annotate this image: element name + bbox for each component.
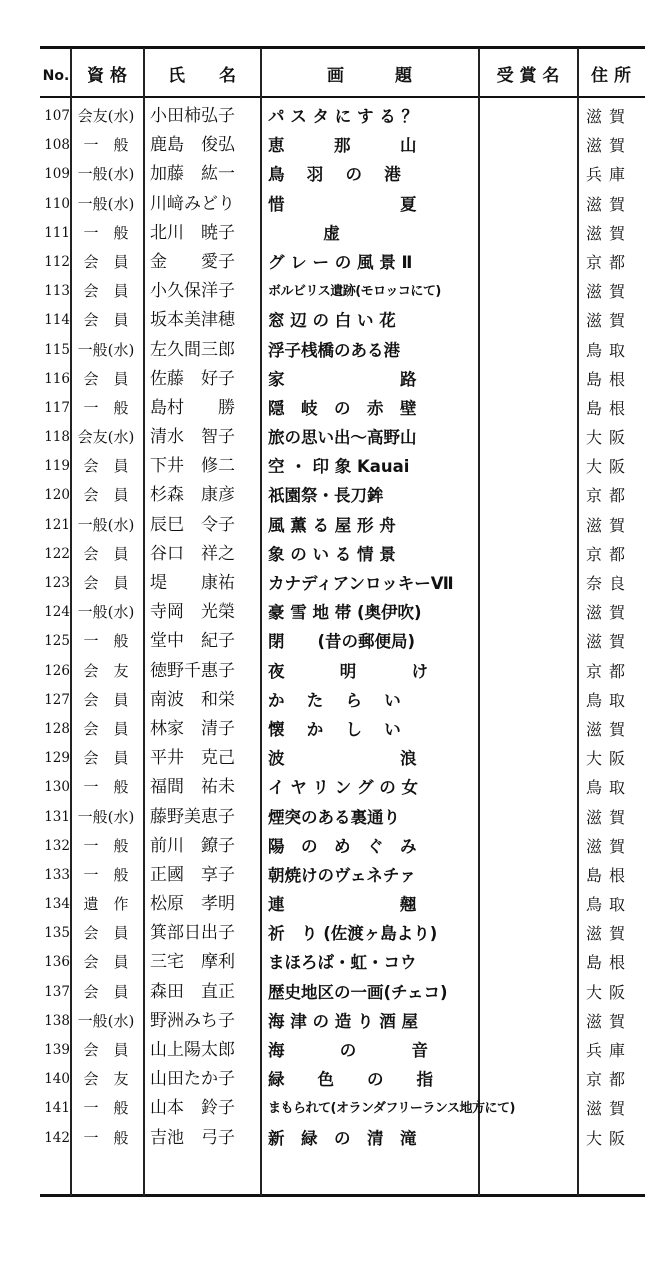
table-row (0, 598, 650, 627)
entry-number: 124 (44, 604, 70, 621)
entry-award (482, 686, 574, 715)
entry-number: 139 (44, 1042, 70, 1058)
entry-qualification: 会 友 (83, 1070, 129, 1089)
entry-artwork-title: 空 ・ 印 象 Kauai (268, 457, 410, 477)
entry-award (482, 1065, 574, 1094)
entry-prefecture: 鳥取 (585, 895, 632, 915)
table-row (0, 627, 650, 656)
entry-qualification: 一 般 (83, 1099, 129, 1118)
entry-qualification: 会 員 (83, 749, 129, 768)
entry-award (482, 394, 574, 423)
entry-award (482, 861, 574, 890)
entry-number: 115 (44, 341, 70, 358)
entry-award (482, 131, 574, 160)
table-row (0, 131, 650, 160)
entry-qualification: 会 員 (83, 544, 129, 563)
entry-award (482, 1094, 574, 1123)
table-row (0, 511, 650, 540)
entry-prefecture: 京都 (585, 486, 632, 506)
entry-number: 122 (44, 545, 70, 562)
entry-qualification: 一般(水) (77, 1011, 135, 1030)
table-row (0, 190, 650, 219)
entry-prefecture: 滋賀 (585, 836, 632, 856)
table-row (0, 219, 650, 248)
entry-artwork-title: 祇園祭・長刀鉾 (268, 486, 384, 506)
entry-artist-name: 佐藤 好子 (150, 368, 235, 389)
table-row (0, 102, 650, 131)
entry-qualification: 会 員 (83, 486, 129, 505)
entry-artist-name: 松原 孝明 (150, 894, 235, 915)
entry-artist-name: 金 愛子 (150, 251, 235, 272)
entry-prefecture: 鳥取 (585, 340, 632, 360)
entry-qualification: 会 員 (83, 311, 129, 330)
entry-artwork-title: 家 路 (268, 369, 417, 389)
entry-qualification: 一 般 (83, 778, 129, 797)
table-row (0, 803, 650, 832)
entry-qualification: 一 般 (83, 836, 129, 855)
table-row (0, 773, 650, 802)
entry-prefecture: 大阪 (585, 428, 632, 448)
entry-qualification: 一 般 (83, 398, 129, 417)
entry-award (482, 890, 574, 919)
entry-prefecture: 滋賀 (585, 924, 632, 944)
entry-artwork-title: 新 緑 の 清 滝 (268, 1128, 417, 1148)
entry-artist-name: 杉森 康彦 (150, 485, 235, 506)
entry-artist-name: 小久保洋子 (150, 281, 235, 302)
entry-prefecture: 京都 (585, 661, 632, 681)
table-row (0, 861, 650, 890)
entry-artist-name: 徳野千惠子 (150, 660, 235, 681)
entry-prefecture: 滋賀 (585, 194, 632, 214)
entry-artist-name: 寺岡 光榮 (150, 602, 235, 623)
entry-artwork-title: 海 の 音 (268, 1041, 428, 1060)
entry-number: 137 (44, 983, 70, 1000)
entry-qualification: 会 員 (83, 282, 129, 301)
entry-number: 140 (44, 1071, 70, 1088)
entry-artwork-title: 象 の い る 情 景 (268, 544, 396, 564)
entry-qualification: 会 員 (83, 574, 129, 592)
entry-artwork-title: 連 翹 (268, 895, 417, 915)
table-row (0, 540, 650, 569)
entry-award (482, 744, 574, 773)
entry-artwork-title: 閉 (昔の郵便局) (268, 632, 416, 652)
entry-number: 131 (44, 808, 70, 825)
entry-prefecture: 鳥取 (585, 690, 632, 710)
entry-prefecture: 大阪 (585, 982, 632, 1002)
entry-artwork-title: パ ス タ に す る ？ (268, 107, 418, 126)
entry-number: 111 (44, 224, 70, 241)
entry-award (482, 423, 574, 452)
entry-qualification: 会 員 (83, 719, 129, 738)
entry-qualification: 会 員 (83, 252, 129, 271)
entry-qualification: 一般(水) (77, 807, 135, 826)
entry-artwork-title: 風 薫 る 屋 形 舟 (268, 515, 396, 535)
entry-artwork-title: 旅の思い出～高野山 (268, 428, 417, 448)
entry-number: 120 (44, 487, 70, 504)
top-border (40, 46, 645, 49)
entry-prefecture: 滋賀 (585, 515, 632, 535)
entry-award (482, 569, 574, 598)
entry-artist-name: 島村 勝 (150, 397, 235, 418)
entry-number: 128 (44, 720, 70, 737)
entry-artwork-title: まもられて(オランダフリーランス地方にて) (268, 1101, 515, 1117)
entry-award (482, 715, 574, 744)
entry-qualification: 会 員 (83, 369, 129, 388)
table-row (0, 365, 650, 394)
entry-artwork-title: グ レ ー の 風 景 Ⅱ (268, 252, 413, 272)
entry-prefecture: 島根 (585, 398, 632, 418)
entry-number: 123 (44, 575, 70, 591)
table-row (0, 686, 650, 715)
entry-qualification: 一般(水) (77, 340, 135, 359)
entry-number: 130 (44, 779, 70, 796)
header-name: 氏 名 (168, 66, 236, 86)
table-row (0, 832, 650, 861)
table-row (0, 248, 650, 277)
entry-artist-name: 山本 鈴子 (150, 1098, 235, 1119)
entry-number: 112 (44, 253, 70, 270)
entry-qualification: 会 員 (83, 690, 129, 709)
entry-artwork-title: 懐 か し い (268, 719, 401, 739)
entry-prefecture: 鳥取 (585, 778, 632, 798)
entry-artist-name: 三宅 摩利 (150, 952, 235, 973)
entry-number: 136 (44, 954, 70, 971)
entry-artist-name: 坂本美津穂 (150, 310, 235, 331)
entry-award (482, 1124, 574, 1153)
entry-number: 132 (44, 837, 70, 854)
entry-prefecture: 兵庫 (585, 1041, 632, 1060)
entry-prefecture: 滋賀 (585, 719, 632, 739)
entry-qualification: 一般(水) (77, 194, 135, 213)
entry-artist-name: 谷口 祥之 (150, 543, 235, 564)
entry-artist-name: 南波 和栄 (150, 689, 235, 710)
entry-prefecture: 滋賀 (585, 807, 632, 827)
entry-award (482, 160, 574, 189)
entry-artist-name: 山上陽太郎 (150, 1040, 235, 1060)
entry-award (482, 657, 574, 686)
entry-qualification: 一 般 (83, 1128, 129, 1147)
entry-qualification: 一 般 (83, 136, 129, 155)
header-divider (40, 96, 645, 98)
table-row (0, 336, 650, 365)
entry-number: 121 (44, 516, 70, 533)
entry-artwork-title: 惜 夏 (268, 194, 417, 214)
entry-qualification: 会 員 (83, 982, 129, 1001)
entry-prefecture: 島根 (585, 953, 632, 973)
entry-artwork-title: 鳥 羽 の 港 (268, 165, 401, 185)
entry-qualification: 会 員 (83, 924, 129, 943)
entry-artist-name: 野洲みち子 (150, 1010, 235, 1031)
entry-artwork-title: 波 浪 (268, 749, 417, 769)
entry-artwork-title: 隠 岐 の 赤 壁 (268, 398, 417, 418)
entry-prefecture: 滋賀 (585, 603, 632, 623)
table-row (0, 744, 650, 773)
entry-award (482, 219, 574, 248)
entry-artist-name: 平井 克己 (150, 748, 235, 769)
entry-artwork-title: 豪 雪 地 帯 (奥伊吹) (268, 603, 422, 623)
entry-number: 141 (44, 1100, 70, 1117)
header-title: 画 題 (327, 66, 412, 86)
table-row (0, 1036, 650, 1065)
entry-number: 113 (44, 283, 70, 300)
bottom-border (40, 1194, 645, 1197)
entry-qualification: 会 員 (83, 457, 129, 476)
table-row (0, 277, 650, 306)
entry-number: 129 (44, 750, 70, 767)
header-no: No. (42, 68, 70, 84)
entry-prefecture: 滋賀 (585, 311, 632, 331)
entry-artist-name: 吉池 弓子 (150, 1127, 235, 1148)
table-row (0, 919, 650, 948)
entry-award (482, 948, 574, 977)
entry-award (482, 365, 574, 394)
entry-artist-name: 堂中 紀子 (150, 631, 235, 652)
entry-artwork-title: 虚 (268, 223, 340, 243)
entry-award (482, 919, 574, 948)
entry-artwork-title: イ ヤ リ ン グ の 女 (268, 778, 418, 798)
entry-award (482, 248, 574, 277)
entry-artist-name: 左久間三郎 (150, 339, 235, 360)
table-row (0, 160, 650, 189)
table-row (0, 452, 650, 481)
entry-qualification: 遺 作 (83, 895, 129, 914)
entry-artwork-title: ボルビリス遺跡(モロッコにて) (268, 284, 441, 300)
entry-artwork-title: まほろば・虹・コウ (268, 953, 417, 973)
entry-prefecture: 島根 (585, 865, 632, 885)
entry-qualification: 一般(水) (77, 603, 135, 622)
entry-number: 142 (44, 1129, 70, 1146)
entry-number: 108 (44, 137, 70, 154)
entry-award (482, 978, 574, 1007)
entry-number: 126 (44, 662, 70, 679)
header-award: 受 賞 名 (496, 66, 560, 86)
entry-artist-name: 森田 直正 (150, 981, 235, 1002)
entry-artwork-title: 窓 辺 の 白 い 花 (268, 311, 396, 331)
entry-number: 109 (44, 166, 70, 183)
table-row (0, 1094, 650, 1123)
entry-award (482, 336, 574, 365)
table-row (0, 481, 650, 510)
table-row (0, 1007, 650, 1036)
entry-prefecture: 京都 (585, 252, 632, 272)
entry-number: 125 (44, 633, 70, 650)
entry-qualification: 会友(水) (77, 428, 135, 447)
entry-artwork-title: 緑 色 の 指 (268, 1070, 433, 1090)
entry-artist-name: 北川 暁子 (150, 222, 235, 243)
entry-qualification: 会 友 (83, 661, 129, 680)
entry-artwork-title: 歴史地区の一画(チェコ) (268, 982, 448, 1002)
entry-artist-name: 鹿島 俊弘 (150, 135, 235, 156)
table-row (0, 657, 650, 686)
entry-prefecture: 滋賀 (585, 107, 632, 126)
entry-number: 138 (44, 1012, 70, 1029)
entry-number: 134 (44, 896, 70, 913)
entry-artwork-title: 朝焼けのヴェネチァ (268, 865, 416, 885)
entry-award (482, 1036, 574, 1065)
entry-award (482, 540, 574, 569)
table-row (0, 1124, 650, 1153)
entry-number: 133 (44, 866, 70, 883)
table-row (0, 715, 650, 744)
entry-award (482, 803, 574, 832)
entry-artwork-title: 祈 り (佐渡ヶ島より) (268, 924, 438, 944)
entry-list (0, 102, 650, 1153)
entry-prefecture: 京都 (585, 1070, 632, 1090)
entry-prefecture: 奈良 (585, 574, 632, 593)
entry-prefecture: 兵庫 (585, 165, 632, 185)
entry-artist-name: 下井 修二 (150, 456, 235, 477)
entry-prefecture: 滋賀 (585, 223, 632, 243)
entry-award (482, 832, 574, 861)
entry-number: 114 (44, 312, 70, 329)
entry-number: 127 (44, 691, 70, 708)
entry-artist-name: 箕部日出子 (150, 923, 235, 944)
entry-number: 119 (44, 458, 70, 475)
entry-artwork-title: 恵 那 山 (268, 136, 417, 156)
entry-artist-name: 堤 康祐 (150, 573, 235, 593)
entry-prefecture: 滋賀 (585, 136, 632, 156)
entry-number: 110 (44, 195, 70, 212)
entry-award (482, 190, 574, 219)
entry-prefecture: 滋賀 (585, 1099, 632, 1119)
entry-artwork-title: カナディアンロッキーⅦ (268, 574, 454, 593)
entry-number: 118 (44, 429, 70, 446)
entry-award (482, 773, 574, 802)
entry-qualification: 一 般 (83, 632, 129, 651)
entry-qualification: 一 般 (83, 223, 129, 242)
table-row (0, 1065, 650, 1094)
entry-qualification: 会 員 (83, 953, 129, 972)
entry-award (482, 511, 574, 540)
entry-prefecture: 滋賀 (585, 632, 632, 652)
entry-artist-name: 加藤 紘一 (150, 164, 235, 185)
table-row (0, 423, 650, 452)
entry-artist-name: 清水 智子 (150, 427, 235, 448)
entry-award (482, 102, 574, 131)
table-row (0, 978, 650, 1007)
entry-qualification: 会友(水) (77, 107, 135, 125)
entry-award (482, 452, 574, 481)
header-address: 住 所 (591, 66, 631, 86)
entry-prefecture: 島根 (585, 369, 632, 389)
entry-award (482, 306, 574, 335)
entry-qualification: 会 員 (83, 1041, 129, 1059)
entry-artist-name: 川﨑みどり (150, 193, 235, 214)
entry-artwork-title: か た ら い (268, 690, 401, 710)
entry-number: 116 (44, 370, 70, 387)
table-row (0, 306, 650, 335)
entry-number: 107 (44, 108, 70, 124)
table-row (0, 948, 650, 977)
entry-prefecture: 京都 (585, 544, 632, 564)
entry-prefecture: 大阪 (585, 749, 632, 769)
entry-award (482, 481, 574, 510)
entry-prefecture: 大阪 (585, 1128, 632, 1148)
entry-artwork-title: 海 津 の 造 り 酒 屋 (268, 1011, 418, 1031)
entry-qualification: 一般(水) (77, 515, 135, 534)
entry-artist-name: 辰巳 令子 (150, 514, 235, 535)
entry-artwork-title: 陽 の め ぐ み (268, 836, 417, 856)
table-row (0, 394, 650, 423)
entry-award (482, 277, 574, 306)
table-row (0, 890, 650, 919)
entry-artist-name: 正國 享子 (150, 864, 235, 885)
entry-artist-name: 前川 鐐子 (150, 835, 235, 856)
entry-artist-name: 藤野美恵子 (150, 806, 235, 827)
entry-award (482, 627, 574, 656)
entry-artwork-title: 浮子桟橋のある港 (268, 340, 400, 360)
entry-artwork-title: 煙突のある裏通り (268, 807, 400, 827)
entry-award (482, 1007, 574, 1036)
entry-prefecture: 大阪 (585, 457, 632, 477)
entry-number: 117 (44, 399, 70, 416)
entry-artist-name: 山田たか子 (150, 1069, 235, 1090)
entry-artist-name: 林家 清子 (150, 718, 235, 739)
entry-qualification: 一般(水) (77, 165, 135, 184)
entry-prefecture: 滋賀 (585, 282, 632, 302)
entry-qualification: 一 般 (83, 865, 129, 884)
entry-award (482, 598, 574, 627)
entry-artist-name: 福間 祐未 (150, 777, 235, 798)
entry-number: 135 (44, 925, 70, 942)
entry-artist-name: 小田柿弘子 (150, 106, 235, 126)
entry-artwork-title: 夜 明 け (268, 661, 428, 681)
table-row (0, 569, 650, 598)
header-qualification: 資 格 (87, 66, 127, 86)
entry-prefecture: 滋賀 (585, 1011, 632, 1031)
